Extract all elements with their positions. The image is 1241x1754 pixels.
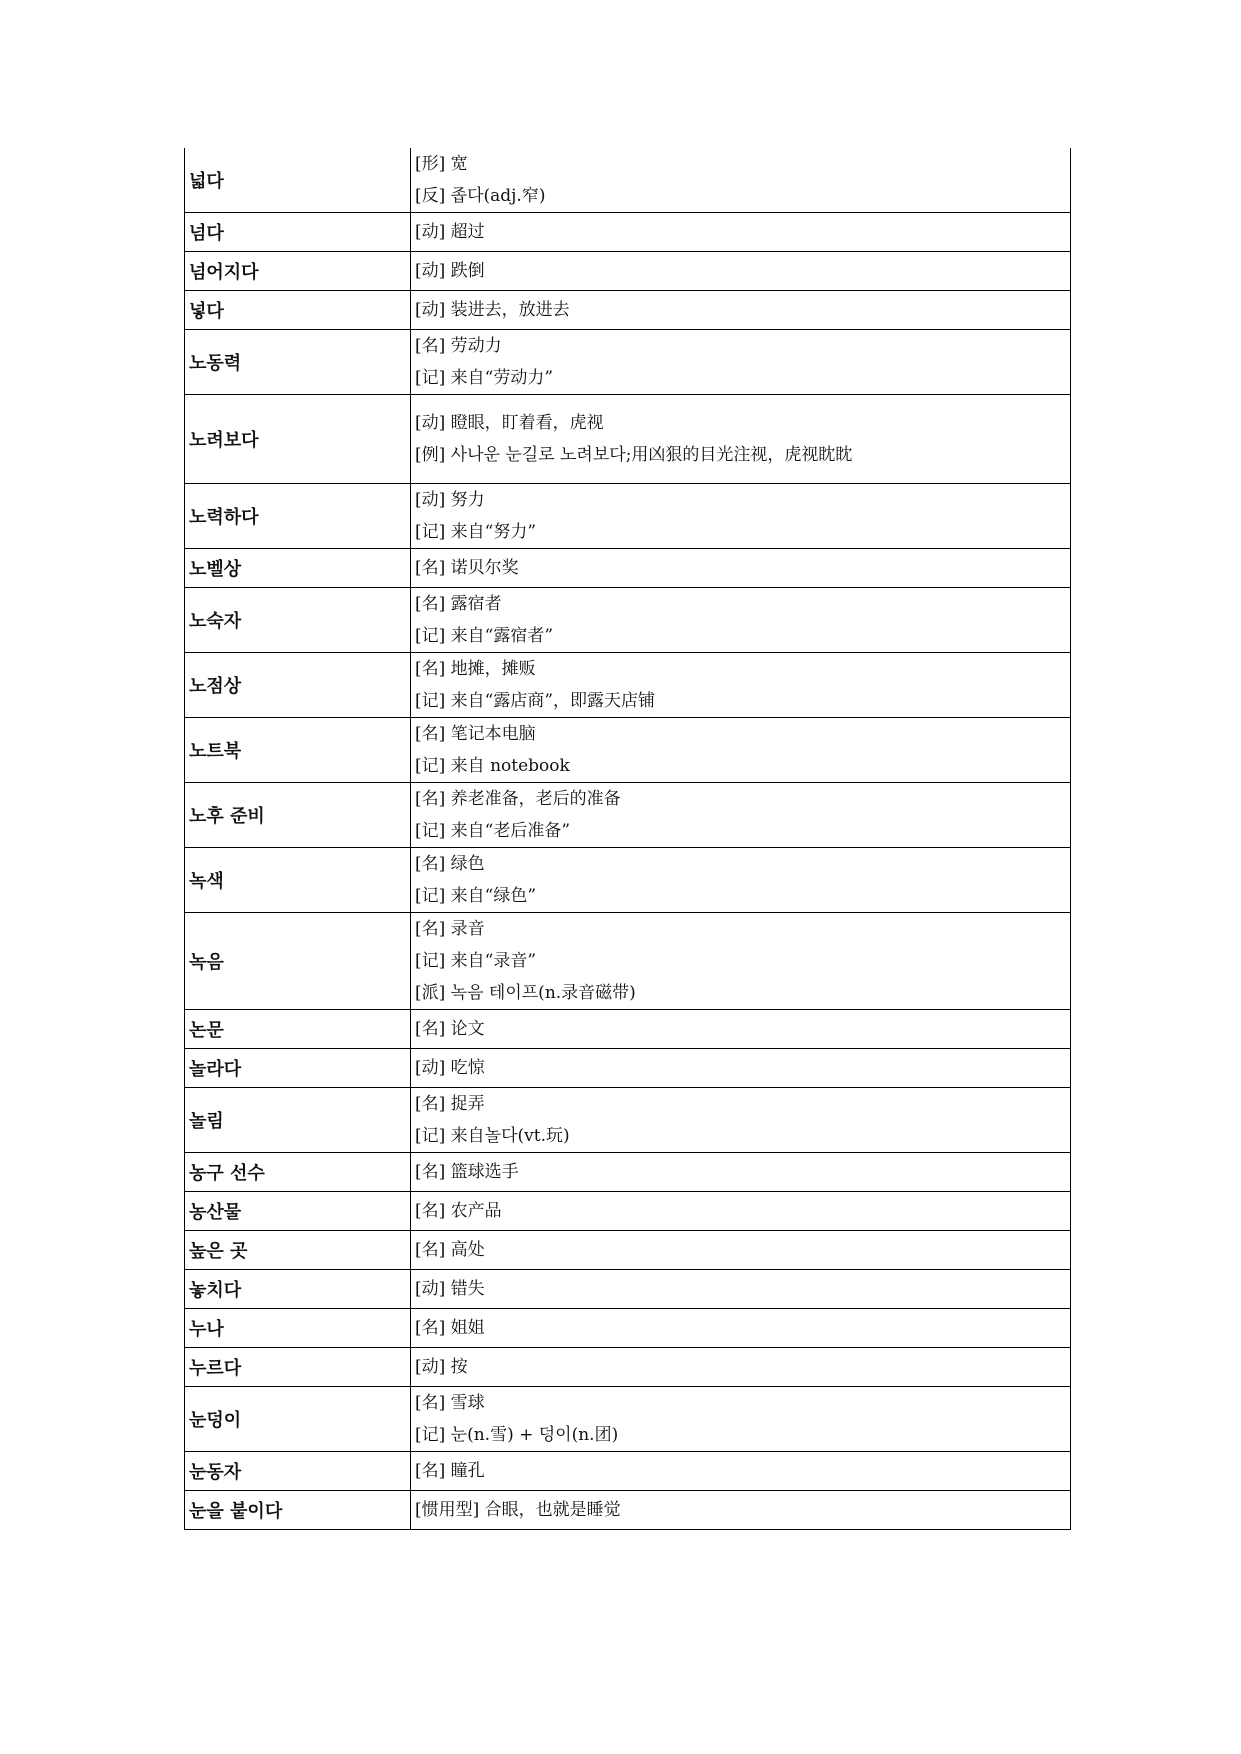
definition-cell <box>411 848 1071 913</box>
vocabulary-table-body <box>185 148 1071 1530</box>
definition-line: [名] 笔记本电脑 <box>415 724 536 744</box>
headword: 녹색 <box>185 848 411 913</box>
definition-line: [记] 来自“努力” <box>415 522 537 542</box>
headword: 노벨상 <box>185 549 411 588</box>
definition-cell <box>411 588 1071 653</box>
headword: 녹음 <box>185 913 411 1010</box>
definition-line: [动] 跌倒 <box>415 261 485 281</box>
definition-line: [名] 雪球 <box>415 1393 485 1413</box>
definition-cell <box>411 1309 1071 1348</box>
definition-line: [名] 劳动力 <box>415 336 502 356</box>
table-row <box>185 549 1071 588</box>
table-row <box>185 148 1071 213</box>
headword: 노트북 <box>185 718 411 783</box>
definition-line: [名] 录音 <box>415 919 485 939</box>
definition-cell <box>411 252 1071 291</box>
headword: 넘어지다 <box>185 252 411 291</box>
table-row <box>185 1088 1071 1153</box>
headword: 노숙자 <box>185 588 411 653</box>
headword: 눈동자 <box>185 1452 411 1491</box>
definition-cell <box>411 913 1071 1010</box>
definition-cell <box>411 1387 1071 1452</box>
definition-line: [名] 农产品 <box>415 1201 502 1221</box>
definition-line: [名] 瞳孔 <box>415 1461 485 1481</box>
definition-cell <box>411 1348 1071 1387</box>
headword: 넣다 <box>185 291 411 330</box>
table-row <box>185 1231 1071 1270</box>
definition-line: [名] 绿色 <box>415 854 485 874</box>
table-row <box>185 783 1071 848</box>
headword: 노후 준비 <box>185 783 411 848</box>
definition-line: [派] 녹음 테이프(n.录音磁带) <box>415 983 636 1003</box>
headword: 놀라다 <box>185 1049 411 1088</box>
table-row <box>185 913 1071 1010</box>
headword: 눈덩이 <box>185 1387 411 1452</box>
definition-line: [记] 来自 notebook <box>415 756 570 776</box>
headword: 노려보다 <box>185 395 411 484</box>
headword: 노력하다 <box>185 484 411 549</box>
definition-cell <box>411 291 1071 330</box>
definition-line: [动] 努力 <box>415 490 485 510</box>
definition-cell <box>411 1231 1071 1270</box>
definition-line: [记] 来自“露店商”，即露天店铺 <box>415 691 656 711</box>
definition-line: [记] 来自“露宿者” <box>415 626 554 646</box>
headword: 누나 <box>185 1309 411 1348</box>
table-row <box>185 291 1071 330</box>
definition-cell <box>411 1088 1071 1153</box>
definition-line: [动] 按 <box>415 1357 468 1377</box>
definition-line: [记] 来自놀다(vt.玩) <box>415 1126 570 1146</box>
definition-cell <box>411 213 1071 252</box>
headword: 눈을 붙이다 <box>185 1491 411 1530</box>
table-row <box>185 848 1071 913</box>
definition-line: [动] 错失 <box>415 1279 485 1299</box>
definition-line: [名] 篮球选手 <box>415 1162 519 1182</box>
definition-line: [反] 좁다(adj.窄) <box>415 186 546 206</box>
table-row <box>185 395 1071 484</box>
definition-line: [惯用型] 合眼，也就是睡觉 <box>415 1500 621 1520</box>
definition-cell <box>411 1010 1071 1049</box>
definition-line: [记] 눈(n.雪) + 덩이(n.团) <box>415 1425 619 1445</box>
definition-cell <box>411 1192 1071 1231</box>
definition-cell <box>411 1270 1071 1309</box>
table-row <box>185 1270 1071 1309</box>
definition-line: [记] 来自“劳动力” <box>415 368 554 388</box>
definition-line: [名] 露宿者 <box>415 594 502 614</box>
definition-line: [名] 论文 <box>415 1019 485 1039</box>
headword: 높은 곳 <box>185 1231 411 1270</box>
headword: 놓치다 <box>185 1270 411 1309</box>
definition-cell <box>411 1491 1071 1530</box>
table-row <box>185 1010 1071 1049</box>
definition-line: [动] 吃惊 <box>415 1058 485 1078</box>
headword: 놀림 <box>185 1088 411 1153</box>
headword: 누르다 <box>185 1348 411 1387</box>
definition-cell <box>411 1049 1071 1088</box>
table-row <box>185 1309 1071 1348</box>
definition-cell <box>411 148 1071 213</box>
headword: 논문 <box>185 1010 411 1049</box>
definition-line: [名] 捉弄 <box>415 1094 485 1114</box>
table-row <box>185 484 1071 549</box>
definition-line: [形] 宽 <box>415 154 468 174</box>
definition-cell <box>411 718 1071 783</box>
headword: 노점상 <box>185 653 411 718</box>
definition-line: [记] 来自“绿色” <box>415 886 537 906</box>
definition-cell <box>411 549 1071 588</box>
headword: 넘다 <box>185 213 411 252</box>
definition-line: [名] 地摊，摊贩 <box>415 659 536 679</box>
table-row <box>185 330 1071 395</box>
definition-line: [记] 来自“老后准备” <box>415 821 571 841</box>
headword: 농산물 <box>185 1192 411 1231</box>
table-row <box>185 588 1071 653</box>
vocabulary-table <box>184 148 1071 1530</box>
table-row <box>185 1452 1071 1491</box>
definition-line: [动] 超过 <box>415 222 485 242</box>
headword: 농구 선수 <box>185 1153 411 1192</box>
definition-line: [动] 装进去，放进去 <box>415 300 570 320</box>
table-row <box>185 1153 1071 1192</box>
headword: 넓다 <box>185 148 411 213</box>
table-row <box>185 1491 1071 1530</box>
table-row <box>185 1348 1071 1387</box>
definition-line: [名] 高处 <box>415 1240 485 1260</box>
definition-line: [动] 瞪眼，盯着看，虎视 <box>415 413 604 433</box>
table-row <box>185 718 1071 783</box>
definition-line: [名] 诺贝尔奖 <box>415 558 519 578</box>
definition-line: [名] 姐姐 <box>415 1318 485 1338</box>
definition-cell <box>411 395 1071 484</box>
definition-cell <box>411 783 1071 848</box>
definition-line: [名] 养老准备，老后的准备 <box>415 789 621 809</box>
definition-cell <box>411 484 1071 549</box>
definition-cell <box>411 653 1071 718</box>
vocabulary-page <box>184 148 1070 1530</box>
headword: 노동력 <box>185 330 411 395</box>
table-row <box>185 252 1071 291</box>
table-row <box>185 213 1071 252</box>
definition-cell <box>411 1452 1071 1491</box>
definition-cell <box>411 330 1071 395</box>
table-row <box>185 653 1071 718</box>
table-row <box>185 1387 1071 1452</box>
table-row <box>185 1192 1071 1231</box>
table-row <box>185 1049 1071 1088</box>
definition-line: [例] 사나운 눈길로 노려보다;用凶狠的目光注视，虎视眈眈 <box>415 445 853 465</box>
definition-line: [记] 来自“录音” <box>415 951 537 971</box>
definition-cell <box>411 1153 1071 1192</box>
